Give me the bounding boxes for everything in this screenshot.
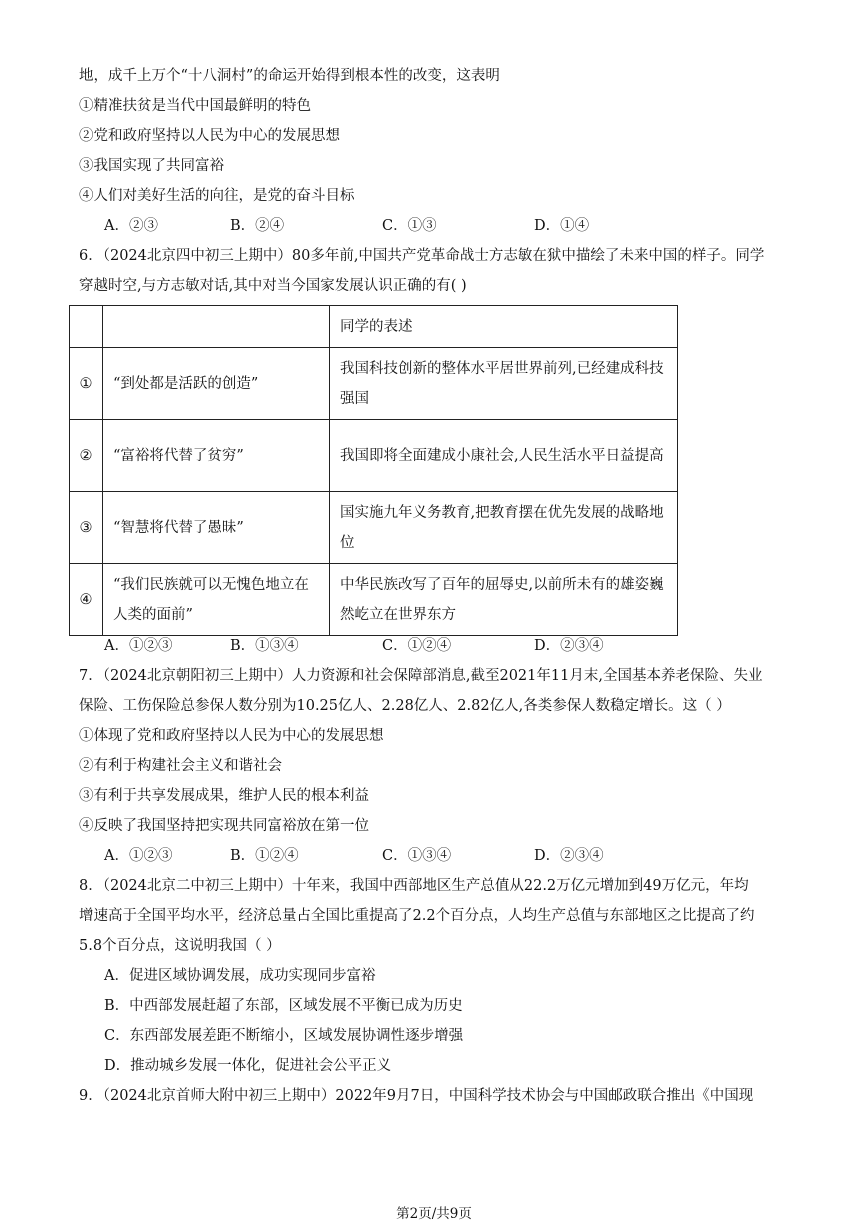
q5-option-d[interactable]: D．①④: [534, 218, 590, 234]
q6-row-4-text: 中华民族改写了百年的屈辱史,以前所未有的雄姿巍然屹立在世界东方: [330, 564, 678, 636]
q7-statement-4: ④反映了我国坚持把实现共同富裕放在第一位: [79, 818, 369, 834]
q7-option-d[interactable]: D．②③④: [534, 848, 604, 864]
q7-statement-2: ②有利于构建社会主义和谐社会: [79, 758, 282, 774]
q6-options: [104, 636, 664, 656]
q6-table-header-row: [70, 306, 678, 348]
q8-choice-d[interactable]: D．推动城乡发展一体化，促进社会公平正义: [104, 1058, 392, 1074]
q6-option-d[interactable]: D．②③④: [534, 638, 604, 654]
q8-choice-a[interactable]: A．促进区域协调发展，成功实现同步富裕: [104, 968, 376, 984]
q5-statement-1: ①精准扶贫是当代中国最鲜明的特色: [79, 98, 311, 114]
q5-statement-2: ②党和政府坚持以人民为中心的发展思想: [79, 128, 340, 144]
q5-statement-4: ④人们对美好生活的向往，是党的奋斗目标: [79, 188, 355, 204]
q7-statement-1: ①体现了党和政府坚持以人民为中心的发展思想: [79, 728, 384, 744]
q5-option-b[interactable]: B．②④: [230, 218, 285, 234]
q5-statement-3: ③我国实现了共同富裕: [79, 158, 224, 174]
q5-stem-continuation: 地，成千上万个“十八洞村”的命运开始得到根本性的改变，这表明: [79, 68, 500, 84]
q7-stem-line-1: 7．（2024北京朝阳初三上期中）人力资源和社会保障部消息,截至2021年11月末,全国基本养老保险、失业: [79, 668, 763, 684]
q9-stem-line-1: 9．（2024北京首师大附中初三上期中）2022年9月7日，中国科学技术协会与中国邮政联合推出《中国现: [79, 1088, 754, 1104]
q6-option-b[interactable]: B．①③④: [230, 638, 299, 654]
q7-stem-line-2: 保险、工伤保险总参保人数分别为10.25亿人、2.28亿人、2.82亿人,各类参保人数稳定增长。这（ ）: [79, 698, 731, 714]
q6-table-row-4: [70, 564, 678, 636]
q5-option-a[interactable]: A．②③: [104, 218, 158, 234]
q6-row-1-quote: “到处都是活跃的创造”: [103, 348, 330, 420]
q8-stem-line-1: 8．（2024北京二中初三上期中）十年来，我国中西部地区生产总值从22.2万亿元增加到49万亿元，年均: [79, 878, 749, 894]
q8-stem-line-2: 增速高于全国平均水平，经济总量占全国比重提高了2.2个百分点，人均生产总值与东部地区之比提高了约: [79, 908, 755, 924]
q6-stem-line-1: 6．（2024北京四中初三上期中）80多年前,中国共产党革命战士方志敏在狱中描绘了未来中国的样子。同学: [79, 248, 765, 264]
q6-row-1-num: ①: [70, 348, 103, 420]
q6-option-c[interactable]: C．①②④: [382, 638, 452, 654]
q6-row-3-quote: “智慧将代替了愚昧”: [103, 492, 330, 564]
q6-row-2-num: ②: [70, 420, 103, 492]
q8-choice-b[interactable]: B．中西部发展赶超了东部，区域发展不平衡已成为历史: [104, 998, 463, 1014]
q5-option-c[interactable]: C．①③: [382, 218, 437, 234]
q6-row-1-text: 我国科技创新的整体水平居世界前列,已经建成科技强国: [330, 348, 678, 420]
q6-stem-line-2: 穿越时空,与方志敏对话,其中对当今国家发展认识正确的有( ): [79, 278, 467, 294]
q6-table-row-2: [70, 420, 678, 492]
q6-table-row-3: [70, 492, 678, 564]
q8-choice-c[interactable]: C．东西部发展差距不断缩小，区域发展协调性逐步增强: [104, 1028, 464, 1044]
q6-header-cell-2: [103, 306, 330, 348]
q6-header-cell-1: [70, 306, 103, 348]
q6-row-2-quote: “富裕将代替了贫穷”: [103, 420, 330, 492]
page-number: 第2页/共9页: [396, 1206, 472, 1222]
q6-table: [69, 305, 678, 636]
q6-row-4-num: ④: [70, 564, 103, 636]
q7-statement-3: ③有利于共享发展成果，维护人民的根本利益: [79, 788, 369, 804]
q7-option-b[interactable]: B．①②④: [230, 848, 299, 864]
q7-option-c[interactable]: C．①③④: [382, 848, 452, 864]
q6-option-a[interactable]: A．①②③: [104, 638, 173, 654]
q6-row-2-text: 我国即将全面建成小康社会,人民生活水平日益提高: [330, 420, 678, 492]
q8-stem-line-3: 5.8个百分点，这说明我国（ ）: [79, 938, 281, 954]
q5-options: [104, 216, 664, 236]
q7-options: [104, 846, 664, 866]
q6-table-row-1: [70, 348, 678, 420]
q6-row-4-quote: “我们民族就可以无愧色地立在人类的面前”: [103, 564, 330, 636]
q6-row-3-num: ③: [70, 492, 103, 564]
q6-header-cell-3: 同学的表述: [330, 306, 678, 348]
q7-option-a[interactable]: A．①②③: [104, 848, 173, 864]
q6-row-3-text: 国实施九年义务教育,把教育摆在优先发展的战略地位: [330, 492, 678, 564]
